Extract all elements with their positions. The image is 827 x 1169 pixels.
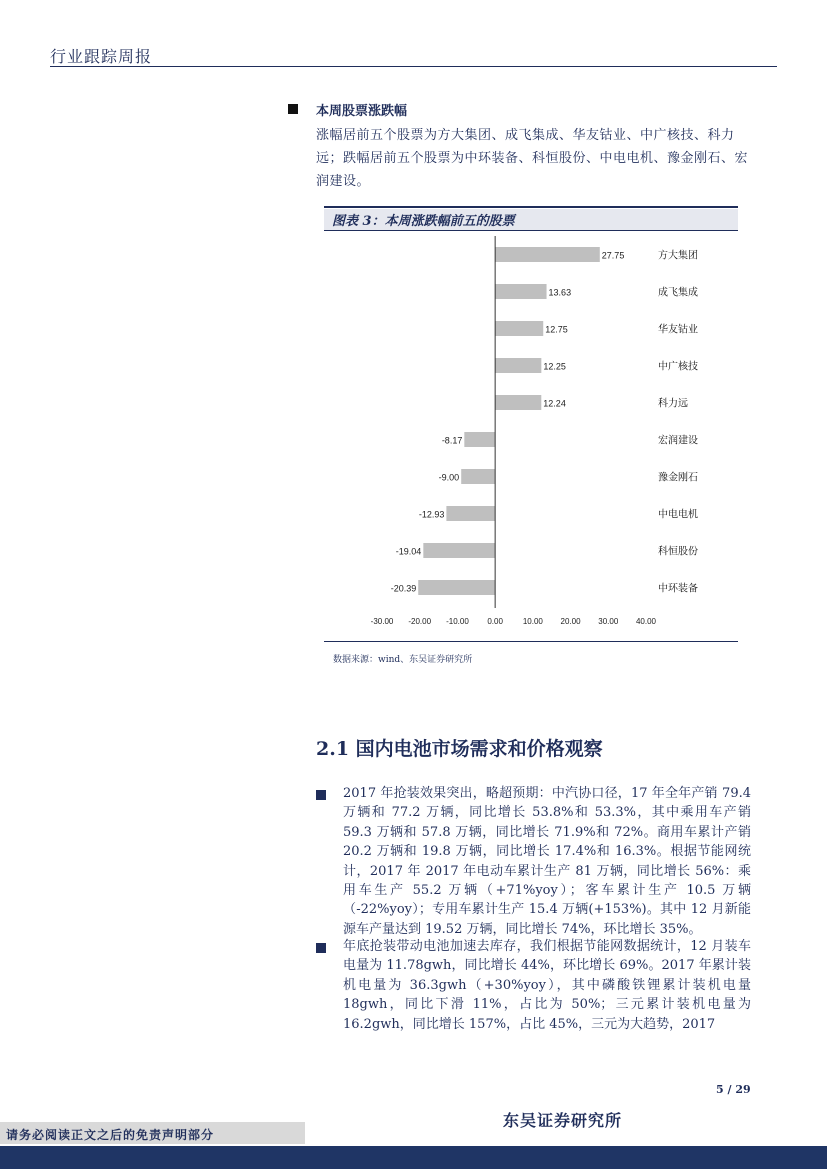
body-paragraph-2: 年底抢装带动电池加速去库存，我们根据节能网数据统计，12 月装车电量为 11.78gwh，同比增长 44%，环比增长 69%。2017 年累计装机电量为 36.3gwh（+30%yoy），其中磷酸铁锂累计装机电量 18gwh，同比下滑 11%，占比为 50%；三元累计装机电量为 16.2gwh，同比增长 157%，占比 45%，三元为大趋势，2017 (343, 939, 751, 1032)
bar-8 (446, 506, 495, 521)
value-labels-group (391, 251, 625, 594)
x-tick-label: -10.00 (446, 617, 469, 624)
category-label: 科恒股份 (658, 546, 698, 558)
category-label: 宏润建设 (658, 435, 698, 447)
bullet-square-icon (288, 104, 298, 114)
value-label: -19.04 (395, 546, 422, 557)
stock-change-bar-chart (360, 236, 740, 624)
bullet-square-icon (316, 790, 326, 800)
bullet-square-icon (316, 943, 326, 953)
bar-7 (461, 469, 495, 484)
bar-5 (495, 395, 541, 410)
value-label: 12.75 (545, 324, 568, 335)
header-divider (50, 66, 777, 67)
x-tick-label: 40.00 (635, 617, 657, 624)
x-tick-label: -30.00 (370, 617, 394, 624)
value-label: 12.24 (543, 398, 566, 409)
category-labels-group (658, 249, 698, 595)
bar-9 (423, 543, 495, 558)
bar-3 (495, 321, 543, 336)
x-tick-label: 20.00 (560, 617, 581, 624)
bar-4 (495, 358, 541, 373)
category-label: 豫金刚石 (658, 472, 698, 484)
category-label: 科力远 (658, 398, 688, 410)
bar-10 (418, 580, 495, 595)
x-tick-label: -20.00 (408, 617, 432, 624)
figure-bottom-rule (324, 641, 738, 642)
value-label: -9.00 (438, 472, 460, 483)
section-paragraph: 涨幅居前五个股票为方大集团、成飞集成、华友钴业、中广核技、科力远；跌幅居前五个股票为中环装备、科恒股份、中电电机、豫金刚石、宏润建设。 (316, 128, 749, 189)
bar-1 (495, 247, 600, 262)
x-tick-label: 30.00 (598, 617, 619, 624)
section2-heading: 2.1 国内电池市场需求和价格观察 (316, 738, 603, 760)
x-tick-label: 0.00 (487, 617, 503, 624)
category-label: 方大集团 (658, 250, 698, 262)
value-label: -12.93 (418, 509, 445, 520)
value-label: 12.25 (543, 361, 566, 372)
category-label: 华友钴业 (658, 324, 698, 336)
footer-band (0, 1146, 827, 1169)
category-label: 成飞集成 (658, 287, 698, 299)
value-label: 27.75 (601, 250, 625, 261)
value-label: -8.17 (441, 435, 463, 446)
bar-2 (495, 284, 546, 299)
category-label: 中广核技 (658, 361, 698, 373)
bars-group (418, 247, 600, 595)
figure-title: 图表 3：本周涨跌幅前五的股票 (332, 214, 515, 229)
figure-top-rule (324, 206, 738, 208)
category-label: 中环装备 (658, 583, 698, 595)
bar-6 (464, 432, 495, 447)
body-paragraph-1: 2017 年抢装效果突出，略超预期：中汽协口径，17 年全年产销 79.4 万辆和 77.2 万辆，同比增长 53.8%和 53.3%，其中乘用车产销 59.3 万辆和 57.8 万辆，同比增长 71.9%和 72%。商用车累计产销 20.2 万辆和 19.8 万辆，同比增长 17.4%和 16.3%。根据节能网统计，2017 年 2017 年电动车累计生产 81 万辆，同比增长 56%：乘用车生产 55.2 万辆（+71%yoy）；客车累计生产 10.5 万辆（-22%yoy）；专用车累计生产 15.4 万辆(+153%)。其中 12 月新能源车产量达到 19.52 万辆，同比增长 74%，环比增长 35%。 (343, 786, 751, 937)
value-label: -20.39 (390, 583, 417, 594)
page-number: 5 / 29 (716, 1083, 751, 1096)
value-label: 13.63 (548, 287, 572, 298)
figure-title-rule (324, 230, 738, 231)
category-label: 中电电机 (658, 509, 698, 521)
section-heading: 本周股票涨跌幅 (316, 104, 408, 119)
disclaimer-text: 请务必阅读正文之后的免责声明部分 (6, 1128, 215, 1142)
report-type-title: 行业跟踪周报 (50, 47, 153, 66)
x-tick-label: 10.00 (522, 617, 543, 624)
footer-company-name: 东吴证券研究所 (503, 1111, 623, 1130)
figure-source: 数据来源：wind、东吴证券研究所 (333, 655, 473, 665)
